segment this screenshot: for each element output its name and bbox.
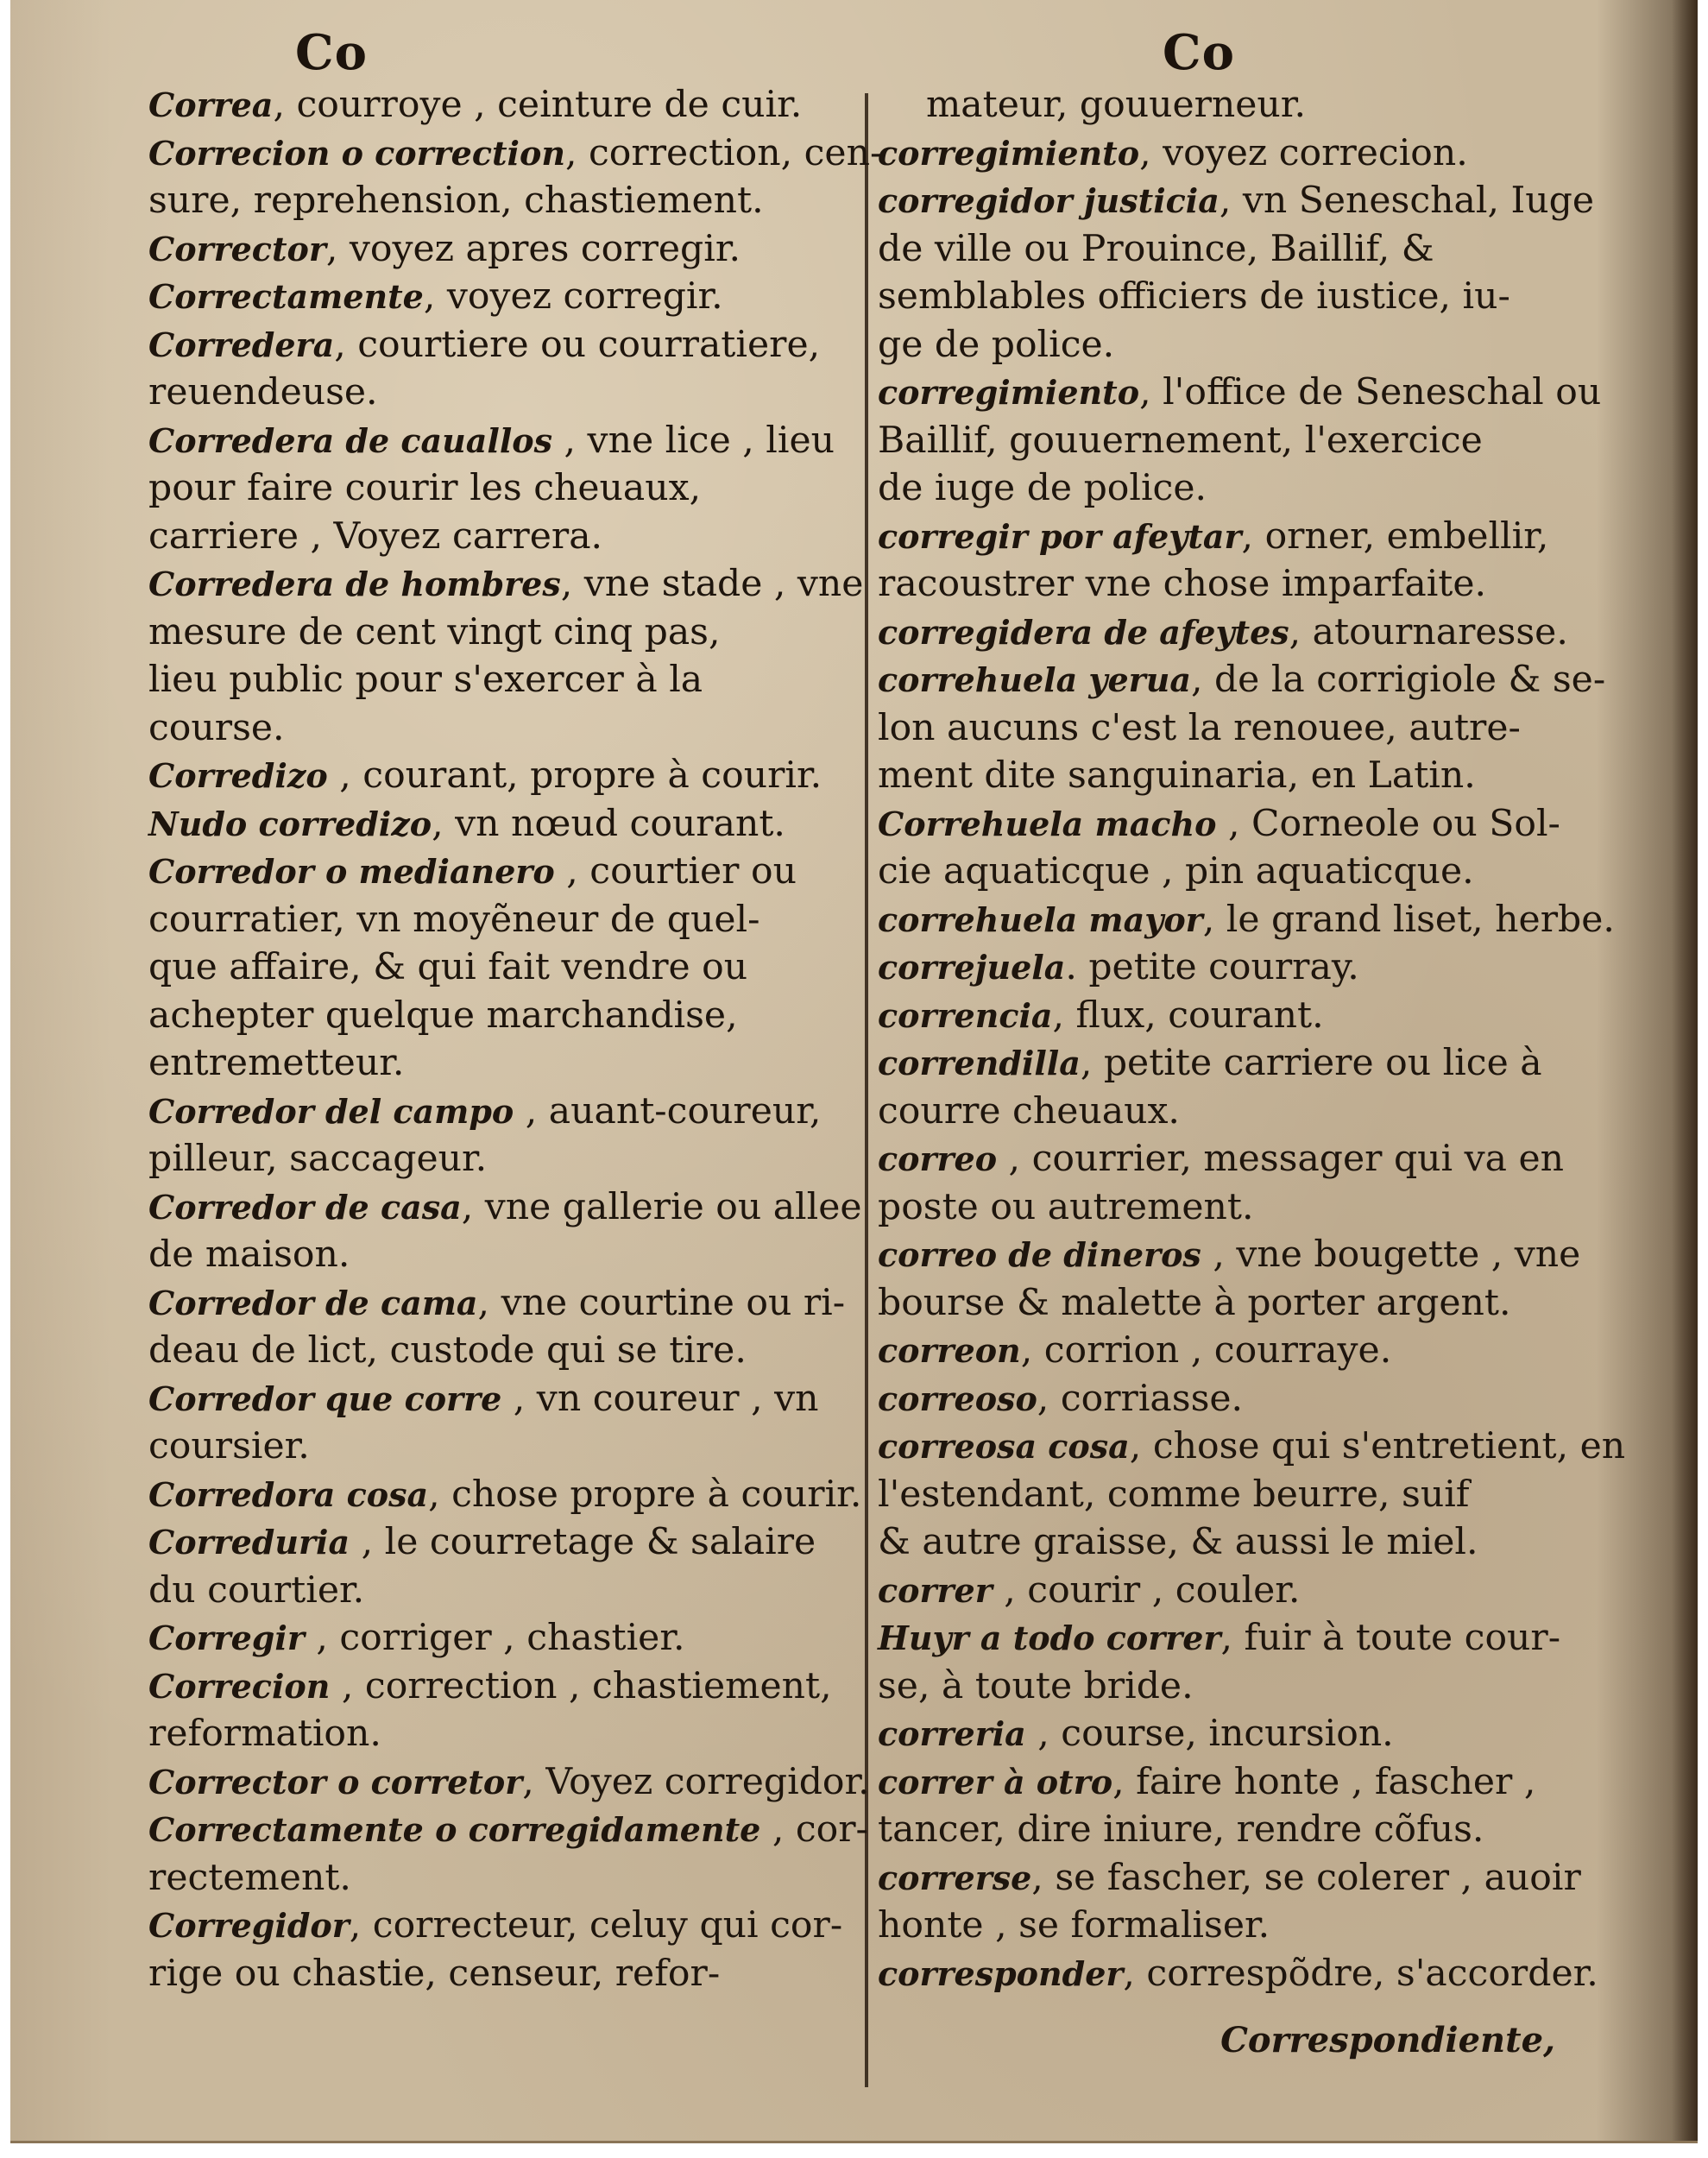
definition-line: ge de police. (878, 323, 1115, 366)
definition-line: , vne bougette , vne (1201, 1234, 1581, 1276)
definition-line: , courroye , ceinture de cuir. (273, 84, 803, 126)
definition-line: achepter quelque marchandise, (148, 994, 738, 1037)
headword: correrse (878, 1858, 1032, 1897)
headword: correncia (878, 995, 1053, 1035)
definition-line: , vn Seneschal, Iuge (1219, 180, 1594, 222)
dictionary-entry (878, 513, 1581, 609)
running-head-left: Co (295, 24, 368, 81)
definition-line: , Corneole ou Sol- (1216, 802, 1560, 845)
headword: Correctamente o corregidamente (148, 1810, 761, 1849)
dictionary-entry (148, 1806, 878, 1902)
headword: Corredera de cauallos (148, 420, 553, 460)
definition-line: , vn coureur , vn (501, 1377, 819, 1420)
dictionary-entry (878, 1710, 1581, 1758)
definition-line: , correcteur, celuy qui cor- (349, 1904, 843, 1947)
headword: correndilla (878, 1044, 1081, 1082)
definition-line: , atournaresse. (1289, 610, 1568, 653)
definition-line: entremetteur. (148, 1042, 405, 1084)
definition-line: de maison. (148, 1234, 350, 1276)
dictionary-entry (878, 129, 1581, 178)
definition-line: bourse & malette à porter argent. (878, 1281, 1511, 1324)
headword: correr (878, 1570, 993, 1610)
dictionary-entry (878, 609, 1581, 657)
definition-line: poste ou autrement. (878, 1185, 1254, 1228)
headword: Huyr a todo correr (878, 1618, 1221, 1657)
definition-line: Baillif, gouuernement, l'exercice (878, 419, 1483, 462)
dictionary-entry (878, 656, 1606, 800)
headword: correo (878, 1139, 998, 1178)
definition-line: coursier. (148, 1425, 310, 1467)
dictionary-entry (148, 321, 878, 417)
headword: Correctamente (148, 277, 424, 316)
headword: Correcion (148, 1666, 331, 1706)
definition-line: de iuge de police. (878, 467, 1207, 509)
dictionary-entry (878, 177, 1594, 369)
definition-line: , l'office de Seneschal ou (1139, 371, 1602, 413)
definition-line: , chose propre à courir. (428, 1473, 862, 1516)
right-column (878, 81, 1626, 1997)
left-column (148, 81, 883, 1997)
dictionary-entry (878, 1375, 1581, 1423)
headword: corresponder (878, 1953, 1124, 1993)
headword: Correduria (148, 1523, 350, 1562)
definition-line: courre cheuaux. (878, 1089, 1180, 1133)
definition-line: reuendeuse. (148, 371, 378, 413)
headword: correr à otro (878, 1762, 1113, 1801)
definition-line: courratier, vn moyẽneur de quel- (148, 898, 760, 941)
definition-line: reformation. (148, 1713, 381, 1755)
definition-line: , fuir à toute cour- (1220, 1617, 1561, 1659)
definition-line: , vne courtine ou ri- (477, 1281, 846, 1324)
dictionary-entry (148, 1471, 878, 1519)
definition-line: , voyez apres corregir. (325, 227, 741, 270)
headword: Corredor del campo (148, 1091, 514, 1131)
dictionary-entry (878, 1423, 1626, 1567)
dictionary-entry (878, 81, 1581, 129)
definition-line: pilleur, saccageur. (148, 1138, 488, 1180)
definition-line: sure, reprehension, chastiement. (148, 180, 764, 222)
headword: Corredora cosa (148, 1474, 429, 1514)
dictionary-entry (878, 992, 1581, 1040)
definition-line: lieu public pour s'exercer à la (148, 659, 703, 701)
dictionary-entry (878, 1854, 1581, 1950)
headword: corregimiento (878, 133, 1140, 173)
headword: Correcion o correction (148, 133, 565, 173)
dictionary-entry (148, 1614, 878, 1663)
definition-line: , flux, courant. (1052, 994, 1324, 1037)
running-head-right: Co (1163, 24, 1235, 81)
definition-line: , Voyez corregidor. (522, 1760, 870, 1803)
dictionary-entry (148, 800, 878, 849)
dictionary-entry (148, 1088, 878, 1183)
dictionary-entry (878, 1039, 1581, 1135)
definition-line: , correspõdre, s'accorder. (1123, 1952, 1598, 1995)
definition-line: lon aucuns c'est la renouee, autre- (878, 706, 1521, 749)
definition-line: se, à toute bride. (878, 1664, 1194, 1707)
definition-line: , courtier ou (554, 850, 797, 893)
headword: corregir por afeytar (878, 516, 1242, 556)
dictionary-entry (148, 1758, 878, 1807)
definition-line: , correction , chastiement, (330, 1664, 832, 1707)
dictionary-entry (878, 1135, 1581, 1231)
definition-line: rige ou chastie, censeur, refor- (148, 1952, 721, 1995)
dictionary-entry (878, 369, 1602, 513)
definition-line: rectement. (148, 1856, 351, 1899)
definition-line: , de la corrigiole & se- (1190, 659, 1606, 701)
definition-line: , vne stade , vne (560, 563, 864, 605)
definition-line: , courtiere ou courratiere, (334, 323, 821, 366)
headword: Corredor de cama (148, 1283, 478, 1322)
definition-line: , vn nœud courant. (432, 802, 785, 845)
definition-line: pour faire courir les cheuaux, (148, 467, 702, 509)
definition-line: mesure de cent vingt cinq pas, (148, 610, 721, 653)
definition-line: deau de lict, custode qui se tire. (148, 1329, 747, 1372)
definition-line: que affaire, & qui fait vendre ou (148, 946, 748, 988)
definition-line: , se fascher, se colerer , auoir (1031, 1856, 1581, 1899)
headword: corregidor justicia (878, 181, 1220, 220)
headword: correhuela mayor (878, 899, 1203, 939)
definition-line: , petite carriere ou lice à (1080, 1042, 1542, 1084)
dictionary-entry (148, 1183, 878, 1279)
dictionary-entry (148, 752, 878, 800)
dictionary-entry (148, 417, 878, 561)
definition-line: , voyez corregir. (423, 275, 723, 318)
dictionary-entry (148, 1518, 878, 1614)
dictionary-entry (878, 943, 1581, 992)
definition-line: , voyez correcion. (1139, 131, 1468, 174)
definition-line: & autre graisse, & aussi le miel. (878, 1521, 1478, 1563)
headword: Nudo corredizo (148, 804, 432, 843)
definition-line: tancer, dire iniure, rendre cõfus. (878, 1808, 1484, 1851)
definition-line: mateur, gouuerneur. (926, 84, 1306, 126)
definition-line: ment dite sanguinaria, en Latin. (878, 754, 1476, 797)
definition-line: , courir , couler. (992, 1568, 1301, 1612)
headword: Corregidor (148, 1906, 350, 1945)
definition-line: du courtier. (148, 1568, 365, 1612)
definition-line: semblables officiers de iustice, iu- (878, 275, 1510, 318)
dictionary-entry (878, 1567, 1581, 1615)
definition-line: cie aquaticque , pin aquaticque. (878, 850, 1474, 893)
dictionary-entry (878, 1614, 1581, 1710)
dictionary-entry (148, 273, 878, 321)
definition-line: . petite courray. (1065, 946, 1359, 988)
book-page (10, 0, 1698, 2143)
catchword: Correspondiente, (1220, 2020, 1555, 2060)
definition-line: honte , se formaliser. (878, 1904, 1270, 1947)
headword: correria (878, 1714, 1026, 1753)
dictionary-entry (148, 848, 878, 1088)
dictionary-entry (148, 129, 883, 225)
headword: Corrector o corretor (148, 1762, 523, 1801)
definition-line: , faire honte , fascher , (1112, 1760, 1536, 1803)
headword: correhuela yerua (878, 660, 1191, 699)
definition-line: , course, incursion. (1025, 1713, 1394, 1755)
dictionary-entry (148, 560, 878, 752)
dictionary-entry (878, 1758, 1581, 1854)
headword: Corredizo (148, 756, 328, 795)
definition-line: , orner, embellir, (1241, 514, 1549, 558)
dictionary-entry (878, 800, 1581, 896)
definition-line: , corriasse. (1037, 1377, 1244, 1420)
definition-line: , corrion , courraye. (1020, 1329, 1392, 1372)
dictionary-entry (878, 1231, 1581, 1327)
definition-line: , courant, propre à courir. (327, 754, 822, 797)
headword: correon (878, 1331, 1021, 1370)
dictionary-entry (148, 1902, 878, 1997)
dictionary-entry (878, 1950, 1598, 1998)
dictionary-entry (148, 1279, 878, 1375)
headword: correoso (878, 1379, 1037, 1418)
headword: correjuela (878, 948, 1066, 987)
definition-line: , courrier, messager qui va en (997, 1138, 1565, 1180)
headword: Correhuela macho (878, 804, 1217, 843)
dictionary-entry (148, 81, 878, 129)
dictionary-entry (148, 1663, 878, 1758)
headword: corregimiento (878, 373, 1140, 412)
definition-line: carriere , Voyez carrera. (148, 514, 603, 558)
dictionary-entry (148, 225, 878, 274)
definition-line: , auant-coureur, (514, 1089, 822, 1133)
headword: correo de dineros (878, 1235, 1201, 1274)
definition-line: , le grand liset, herbe. (1202, 898, 1615, 941)
headword: Corredor que corre (148, 1379, 502, 1418)
definition-line: l'estendant, comme beurre, suif (878, 1473, 1470, 1516)
page-spine-shadow (1672, 0, 1698, 2141)
definition-line: de ville ou Prouince, Baillif, & (878, 227, 1434, 270)
dictionary-entry (878, 1327, 1581, 1375)
definition-line: racoustrer vne chose imparfaite. (878, 563, 1487, 605)
headword: Corrector (148, 229, 326, 268)
dictionary-entry (148, 1375, 878, 1471)
definition-line: , correction, cen- (564, 131, 883, 174)
headword: correosa cosa (878, 1427, 1130, 1466)
headword: Correa (148, 85, 274, 124)
headword: Corredor o medianero (148, 852, 555, 891)
definition-line: , cor- (760, 1808, 868, 1851)
headword: Corregir (148, 1618, 305, 1657)
definition-line: , chose qui s'entretient, en (1129, 1425, 1626, 1467)
definition-line: , le courretage & salaire (350, 1521, 816, 1563)
dictionary-entry (878, 896, 1615, 944)
definition-line: , corriger , chastier. (304, 1617, 685, 1659)
headword: Corredor de casa (148, 1187, 462, 1227)
definition-line: , vne gallerie ou allee (461, 1185, 862, 1228)
headword: corregidera de afeytes (878, 612, 1289, 652)
definition-line: , vne lice , lieu (552, 419, 835, 462)
headword: Corredera (148, 325, 335, 364)
definition-line: course. (148, 706, 285, 749)
headword: Corredera de hombres (148, 565, 561, 603)
